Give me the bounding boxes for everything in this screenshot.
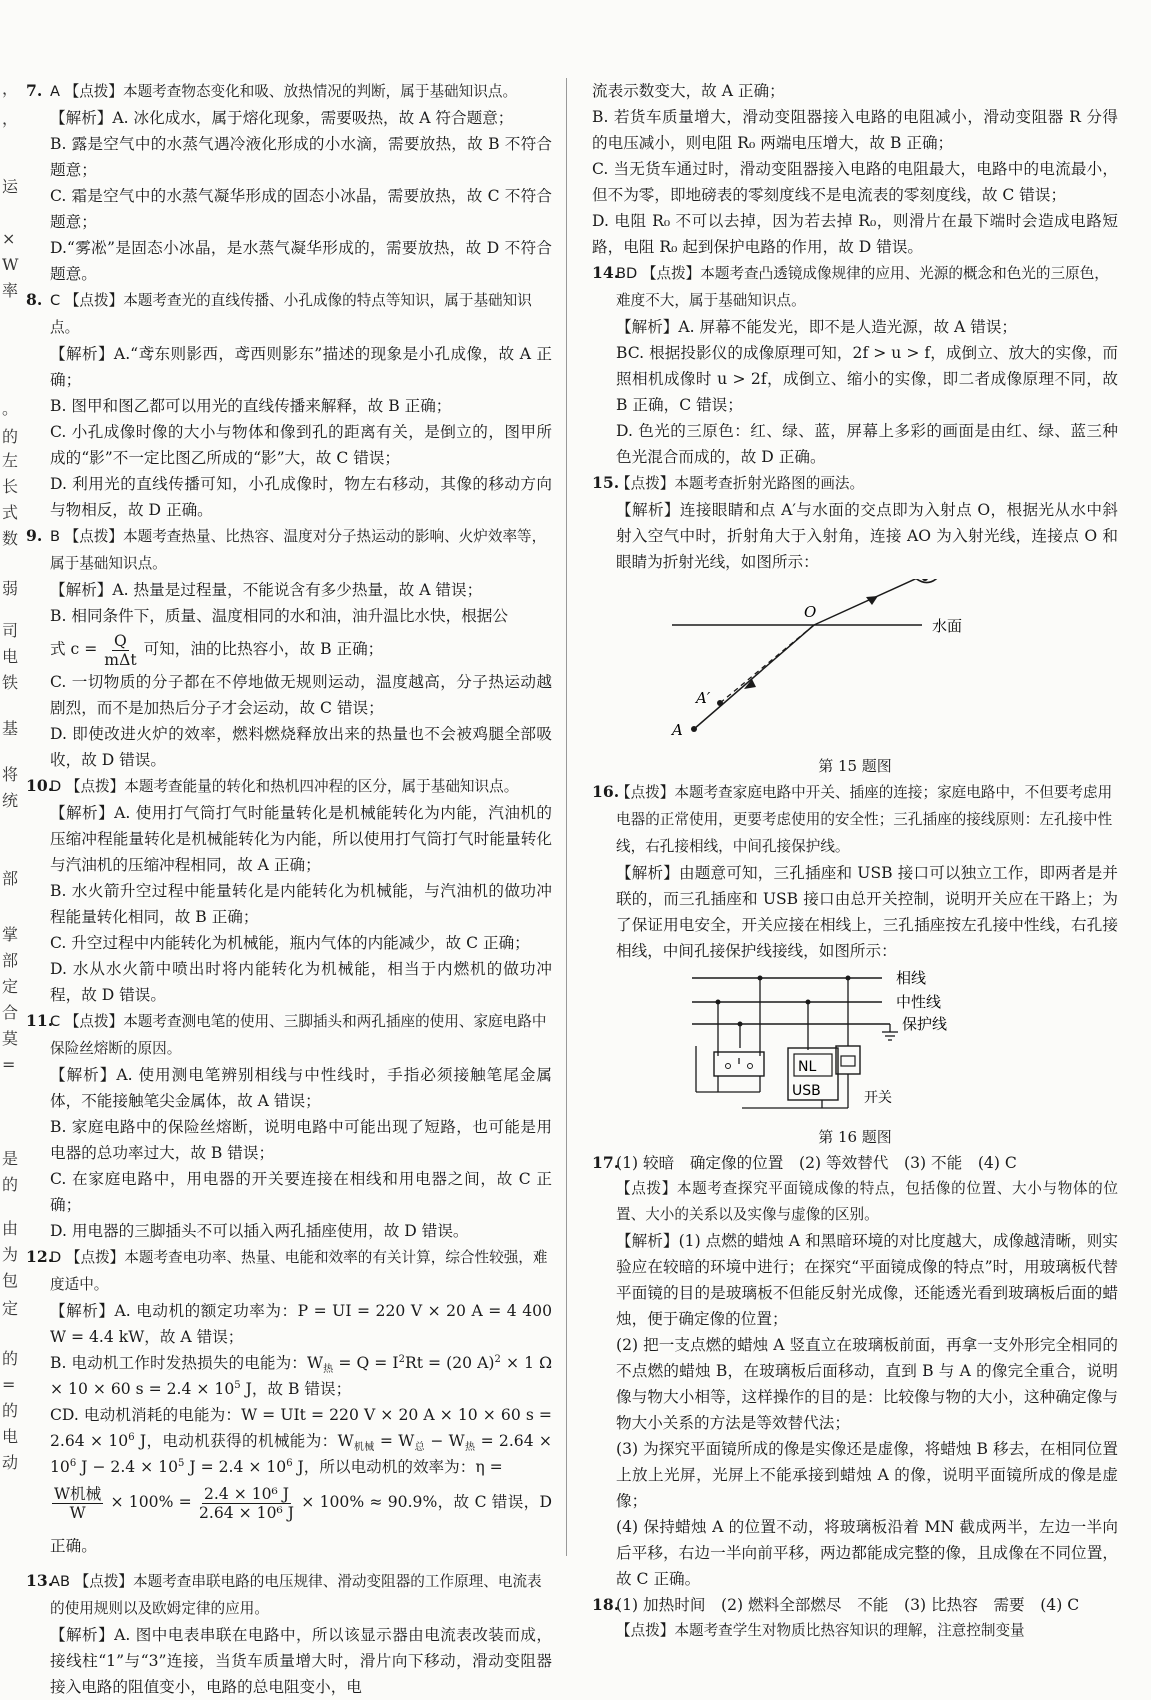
analysis-line: D. 用电器的三脚插头不可以插入两孔插座使用，故 D 错误。 xyxy=(50,1222,469,1240)
analysis-line: D. 电阻 R₀ 不可以去掉，因为若去掉 R₀，则滑片在最下端时会造成电路短路，电阻 R₀ 起到保护电路的作用，故 D 错误。 xyxy=(592,212,1118,256)
edge-fragment: 左 xyxy=(2,451,19,470)
edge-fragment: 铁 xyxy=(2,673,19,692)
analysis-line: B. 露是空气中的水蒸气遇冷液化形成的小水滴，需要放热，故 B 不符合题意； xyxy=(50,135,552,179)
analysis-line: B. 图甲和图乙都可以用光的直线传播来解释，故 B 正确； xyxy=(50,397,452,415)
q12-line-b: B. 电动机工作时发热损失的电能为：$W_热 = Q = I^2Rt = (20$ A)$^2$ × 1 Ω × 10 × 60 $s = 2.4 \times 10^5$ J，故 B 错误； xyxy=(50,1353,553,1398)
q14-analysis xyxy=(592,314,1118,470)
q12-efficiency-line: $\frac{\text{W机械}}{W}$ × 100% = $\frac{\text{2.4 × 10⁶ J}}{\text{2.64 × 10⁶ J}}$ × 100% ≈ 90.9%，故 C 错误，D 正确。 xyxy=(50,1484,552,1555)
analysis-line: 流表示数变大，故 A 正确； xyxy=(592,82,785,100)
analysis-line: 【解析】A. 使用打气筒打气时能量转化是机械能转化为内能，汽油机的压缩冲程能量转化是机械能转化为内能，所以使用打气筒打气时能量转化与汽油机的压缩冲程相同，故 A 正确； xyxy=(50,804,552,874)
incident-ray xyxy=(694,625,814,729)
q13-head: AB 【点拨】本题考查串联电路的电压规律、滑动变阻器的工作原理、电流表的使用规则以及欧姆定律的应用。 xyxy=(50,1573,542,1617)
edge-fragment: 的 xyxy=(2,1401,19,1420)
edge-fragment: 包 xyxy=(2,1271,19,1290)
refracted-ray xyxy=(814,579,924,625)
edge-fragment: = xyxy=(2,1375,16,1394)
analysis-line: C. 当无货车通过时，滑动变阻器接入电路的电阻最大，电路中的电流最小，但不为零，即地磅表的零刻度线不是电流表的零刻度线，故 C 错误； xyxy=(592,160,1118,204)
question-11: 11. C 【点拨】本题考查测电笔的使用、三脚插头和两孔插座的使用、家庭电路中保险丝熔断的原因。 xyxy=(26,1011,547,1057)
edge-fragment: 为 xyxy=(2,1245,19,1264)
q11-analysis xyxy=(26,1062,552,1244)
analysis-line: D. 色光的三原色：红、绿、蓝，屏幕上多彩的画面是由红、绿、蓝三种色光混合而成的，故 D 正确。 xyxy=(616,422,1118,466)
q12-head: D 【点拨】本题考查电功率、热量、电能和效率的有关计算，综合性较强，难度适中。 xyxy=(50,1249,548,1293)
question-15: 15. 【点拨】本题考查折射光路图的画法。 xyxy=(592,473,865,492)
analysis-line: 【解析】由题意可知，三孔插座和 USB 接口可以独立工作，即两者是并联的，而三孔插座和 USB 接口由总开关控制，说明开关应在干路上；为了保证用电安全，开关应接在相线上，三孔插座按左孔接中性线，右孔接相线，中间孔接保护线接线，如图所示： xyxy=(616,864,1118,960)
household-circuit-diagram xyxy=(592,968,1118,1120)
efficiency-fraction-1: $\frac{\text{W机械}}{W}$ xyxy=(54,1484,102,1522)
question-14: 14. BD 【点拨】本题考查凸透镜成像规律的应用、光源的概念和色光的三原色，难度不大，属于基础知识点。 xyxy=(592,263,1109,309)
q15-head: 【点拨】本题考查折射光路图的画法。 xyxy=(616,475,865,492)
edge-fragment: 由 xyxy=(2,1219,19,1238)
right-column xyxy=(592,78,1118,1644)
question-13: 13. AB 【点拨】本题考查串联电路的电压规律、滑动变阻器的工作原理、电流表的使用规则以及欧姆定律的应用。 xyxy=(26,1571,542,1617)
analysis-line: 【解析】A.“鸢东则影西，鸢西则影东”描述的现象是小孔成像，故 A 正确； xyxy=(50,345,552,389)
label-live-wire: 相线 xyxy=(896,969,927,987)
analysis-line: D. 利用光的直线传播可知，小孔成像时，物左右移动，其像的移动方向与物相反，故 D 正确。 xyxy=(50,475,552,519)
q9-line-c: C. 一切物质的分子都在不停地做无规则运动，温度越高，分子热运动越剧烈，而不是加热后分子才会运动，故 C 错误； xyxy=(50,673,552,717)
analysis-line: C. 霜是空气中的水蒸气凝华形成的固态小冰晶，需要放热，故 C 不符合题意； xyxy=(50,187,552,231)
point-a-prime xyxy=(717,700,723,706)
ground-symbol xyxy=(882,1024,898,1040)
edge-fragment: 数 xyxy=(2,529,19,548)
edge-fragment: 的 xyxy=(2,1175,19,1194)
edge-fragment: 的 xyxy=(2,427,19,446)
analysis-line: B. 水火箭升空过程中能量转化是内能转化为机械能，与汽油机的做功冲程能量转化相同，故 B 正确； xyxy=(50,882,552,926)
refraction-diagram xyxy=(592,579,1118,749)
figure-16 xyxy=(592,968,1118,1120)
analysis-line: 【解析】(1) 点燃的蜡烛 A 和黑暗环境的对比度越大，成像越清晰，则实验应在较暗的环境中进行；在探究“平面镜成像的特点”时，用玻璃板代替平面镜的目的是玻璃板不但能反射光成像，还能透光看到玻璃板后面的蜡烛，便于确定像的位置； xyxy=(616,1232,1118,1328)
edge-fragment: 统 xyxy=(2,791,19,810)
edge-fragment: ， xyxy=(2,109,19,128)
edge-fragment: 长 xyxy=(2,477,19,496)
edge-fragment: 率 xyxy=(2,281,19,300)
analysis-line: B. 若货车质量增大，滑动变阻器接入电路的电阻减小，滑动变阻器 R 分得的电压减小，则电阻 R₀ 两端电压增大，故 B 正确； xyxy=(592,108,1118,152)
q9-head: B 【点拨】本题考查热量、比热容、温度对分子热运动的影响、火炉效率等，属于基础知识点。 xyxy=(50,528,547,572)
eye-icon xyxy=(914,579,936,583)
edge-fragment: 定 xyxy=(2,1299,19,1318)
edge-fragment: 电 xyxy=(2,1427,19,1446)
question-16: 16. 【点拨】本题考查家庭电路中开关、插座的连接；家庭电路中，不但要考虑用电器的正常使用，更要考虑使用的安全性；三孔插座的接线原则：左孔接中性线，右孔接相线，中间孔接保护线。 xyxy=(592,782,1113,855)
q14-head: BD 【点拨】本题考查凸透镜成像规律的应用、光源的概念和色光的三原色，难度不大，属于基础知识点。 xyxy=(616,265,1109,309)
label-o: O xyxy=(804,603,817,621)
q13-continued xyxy=(592,78,1118,260)
analysis-line: C. 在家庭电路中，用电器的开关要连接在相线和用电器之间，故 C 正确； xyxy=(50,1170,552,1214)
analysis-line: 【解析】连接眼睛和点 A′与水面的交点即为入射点 O，根据光从水中斜射入空气中时，折射角大于入射角，连接 AO 为入射光线，连接点 O 和眼睛为折射光线，如图所示： xyxy=(616,501,1118,571)
edge-fragment: 的 xyxy=(2,1349,19,1368)
q18-hint: 【点拨】本题考查学生对物质比热容知识的理解，注意控制变量 xyxy=(616,1622,1025,1639)
analysis-line: C. 小孔成像时像的大小与物体和像到孔的距离有关，是倒立的，图甲所成的“影”不一定比图乙所成的“影”大，故 C 错误； xyxy=(50,423,552,467)
analysis-line: D. 水从水火箭中喷出时将内能转化为机械能，相当于内燃机的做功冲程，故 D 错误。 xyxy=(50,960,552,1004)
usb-port xyxy=(788,1048,838,1100)
point-a xyxy=(691,726,697,732)
analysis-line: 【解析】A. 冰化成水，属于熔化现象，需要吸热，故 A 符合题意； xyxy=(50,109,514,127)
q12-line-c: CD. 电动机消耗的电能为：W = UIt = 220 V × 20 A × 10 × 60 $s = 2.64 \times 10^6$ J，电动机获得的机械能为：$W_{机械} = W_总 - W_热 = 2.64 \times 10^6$ $J - 2.4 \times 10^5$ $J = 2.4 \times 10^6$ J，所以电动机的效率为：η = xyxy=(50,1406,552,1476)
q9-line-b: B. 相同条件下，质量、温度相同的水和油，油升温比水快，根据公 xyxy=(50,607,508,625)
label-a: A xyxy=(672,721,683,739)
analysis-line: 【解析】A. 使用测电笔辨别相线与中性线时，手指必须接触笔尾金属体，不能接触笔尖金属体，故 A 错误； xyxy=(50,1066,552,1110)
q13-analysis xyxy=(26,1622,552,1700)
analysis-line: D.“雾凇”是固态小冰晶，是水蒸气凝华形成的，需要放热，故 D 不符合题意。 xyxy=(50,239,552,283)
analysis-line: (3) 为探究平面镜所成的像是实像还是虚像，将蜡烛 B 移去，在相同位置上放上光屏，光屏上不能承接到蜡烛 A 的像，说明平面镜所成的像是虚像； xyxy=(616,1440,1118,1510)
figure-15 xyxy=(592,579,1118,749)
virtual-ray xyxy=(720,625,814,703)
edge-fragment: × xyxy=(2,229,16,248)
analysis-line: (4) 保持蜡烛 A 的位置不动，将玻璃板沿着 MN 截成两半，左边一半向后平移，右边一半向前平移，两边都能成完整的像，且成像在不同位置，故 C 正确。 xyxy=(616,1518,1118,1588)
edge-fragment: 电 xyxy=(2,647,19,666)
edge-fragment: 部 xyxy=(2,869,19,888)
q17-answers: (1) 较暗 确定像的位置 (2) 等效替代 (3) 不能 (4) C xyxy=(616,1154,1017,1172)
question-18: 18. (1) 加热时间 (2) 燃料全部燃尽 不能 (3) 比热容 需要 (4) C xyxy=(592,1595,1080,1614)
edge-fragment: = xyxy=(2,1055,16,1074)
analysis-line: (2) 把一支点燃的蜡烛 A 竖直立在玻璃板前面，再拿一支外形完全相同的不点燃的蜡烛 B，在玻璃板后面移动，直到 B 与 A 的像完全重合，说明像与物大小相等，这样操作的目的是：比较像与物的大小，这种确定像与物大小关系的方法是等效替代法； xyxy=(616,1336,1118,1432)
question-12: 12. D 【点拨】本题考查电功率、热量、电能和效率的有关计算，综合性较强，难度适中。 xyxy=(26,1247,548,1293)
edge-fragment: 部 xyxy=(2,951,19,970)
edge-fragment: 式 xyxy=(2,503,19,522)
edge-fragment: 运 xyxy=(2,177,19,196)
figure-16-caption: 第 16 题图 xyxy=(818,1128,892,1146)
q11-head: C 【点拨】本题考查测电笔的使用、三脚插头和两孔插座的使用、家庭电路中保险丝熔断的原因。 xyxy=(50,1013,547,1057)
edge-fragment: 合 xyxy=(2,1003,19,1022)
question-7: 7. A 【点拨】本题考查物态变化和吸、放热情况的判断，属于基础知识点。 xyxy=(26,81,518,100)
q7-analysis xyxy=(26,105,552,287)
left-column xyxy=(26,78,552,1700)
q9-line-a: 【解析】A. 热量是过程量，不能说含有多少热量，故 A 错误； xyxy=(50,581,483,599)
q18-answers: (1) 加热时间 (2) 燃料全部燃尽 不能 (3) 比热容 需要 (4) C xyxy=(616,1596,1080,1614)
edge-fragment: 动 xyxy=(2,1453,19,1472)
label-usb: USB xyxy=(792,1083,821,1099)
formula-fraction: $\frac{Q}{\text{mΔt}}$ xyxy=(104,631,137,669)
efficiency-fraction-2: $\frac{\text{2.4 × 10⁶ J}}{\text{2.64 × 10⁶ J}}$ xyxy=(198,1484,294,1522)
analysis-line: 【解析】A. 图中电表串联在电路中，所以该显示器由电流表改装而成，接线柱“1”与“3”连接，当货车质量增大时，滑片向下移动，滑动变阻器接入电路的阻值变小，电路的总电阻变小，电 xyxy=(50,1626,552,1696)
q16-head: 【点拨】本题考查家庭电路中开关、插座的连接；家庭电路中，不但要考虑用电器的正常使用，更要考虑使用的安全性；三孔插座的接线原则：左孔接中性线，右孔接相线，中间孔接保护线。 xyxy=(616,784,1113,855)
edge-fragment: 基 xyxy=(2,719,19,738)
edge-fragment: 莫 xyxy=(2,1029,19,1048)
q10-analysis xyxy=(26,800,552,1008)
edge-fragment: 是 xyxy=(2,1149,19,1168)
label-neutral-wire: 中性线 xyxy=(896,993,942,1011)
edge-fragment: ， xyxy=(2,79,19,98)
label-a-prime: A′ xyxy=(696,689,711,707)
q12-line-a: 【解析】A. 电动机的额定功率为：P = UI = 220 V × 20 A = 4 400 W = 4.4 kW，故 A 错误； xyxy=(50,1302,552,1346)
left-edge-fragments xyxy=(0,60,22,1620)
q9-line-d: D. 即使改进火炉的效率，燃料燃烧释放出来的热量也不会被鸡腿全部吸收，故 D 错误。 xyxy=(50,725,552,769)
q16-analysis xyxy=(592,860,1118,964)
analysis-line: BC. 根据投影仪的成像原理可知，2f > u > f，成倒立、放大的实像，而照相机成像时 u > 2f，成倒立、缩小的实像，即二者成像原理不同，故 B 正确，C 错误； xyxy=(616,344,1118,414)
analysis-line: B. 家庭电路中的保险丝熔断，说明电路中可能出现了短路，也可能是用电器的总功率过大，故 B 错误； xyxy=(50,1118,552,1162)
analysis-line: C. 升空过程中内能转化为机械能，瓶内气体的内能减少，故 C 正确； xyxy=(50,934,530,952)
label-switch: 开关 xyxy=(864,1090,892,1106)
edge-fragment: 弱 xyxy=(2,579,19,598)
q9-formula-line: 式 c = $\frac{Q}{\text{mΔt}}$ 可知，油的比热容小，故 B 正确； xyxy=(50,631,384,669)
edge-fragment: 司 xyxy=(2,621,19,640)
column-divider xyxy=(566,78,567,1556)
edge-fragment: 掌 xyxy=(2,925,19,944)
question-8: 8. C 【点拨】本题考查光的直线传播、小孔成像的特点等知识，属于基础知识点。 xyxy=(26,290,532,336)
figure-15-caption: 第 15 题图 xyxy=(818,757,892,775)
q7-head: A 【点拨】本题考查物态变化和吸、放热情况的判断，属于基础知识点。 xyxy=(50,83,518,100)
q10-head: D 【点拨】本题考查能量的转化和热机四冲程的区分，属于基础知识点。 xyxy=(50,778,519,795)
q17-analysis xyxy=(592,1228,1118,1592)
three-pin-socket xyxy=(714,1052,764,1092)
edge-fragment: 定 xyxy=(2,977,19,996)
label-ground-wire: 保护线 xyxy=(902,1015,948,1033)
question-10: 10. D 【点拨】本题考查能量的转化和热机四冲程的区分，属于基础知识点。 xyxy=(26,776,519,795)
edge-fragment: 将 xyxy=(2,765,19,784)
label-nl: NL xyxy=(798,1059,817,1075)
question-9: 9. B 【点拨】本题考查热量、比热容、温度对分子热运动的影响、火炉效率等，属于基础知识点。 xyxy=(26,526,547,572)
q8-head: C 【点拨】本题考查光的直线传播、小孔成像的特点等知识，属于基础知识点。 xyxy=(50,292,532,336)
label-water-surface: 水面 xyxy=(932,617,963,635)
analysis-line: 【解析】A. 屏幕不能发光，即不是人造光源，故 A 错误； xyxy=(616,318,1018,336)
question-17: 17. (1) 较暗 确定像的位置 (2) 等效替代 (3) 不能 (4) C xyxy=(592,1153,1017,1172)
edge-fragment: W xyxy=(2,255,19,274)
q8-analysis xyxy=(26,341,552,523)
q17-hint: 【点拨】本题考查探究平面镜成像的特点，包括像的位置、大小与物体的位置、大小的关系以及实像与虚像的区别。 xyxy=(616,1180,1118,1223)
switch-box xyxy=(836,1046,892,1106)
edge-fragment: 。 xyxy=(2,399,19,418)
q15-analysis xyxy=(592,497,1118,575)
